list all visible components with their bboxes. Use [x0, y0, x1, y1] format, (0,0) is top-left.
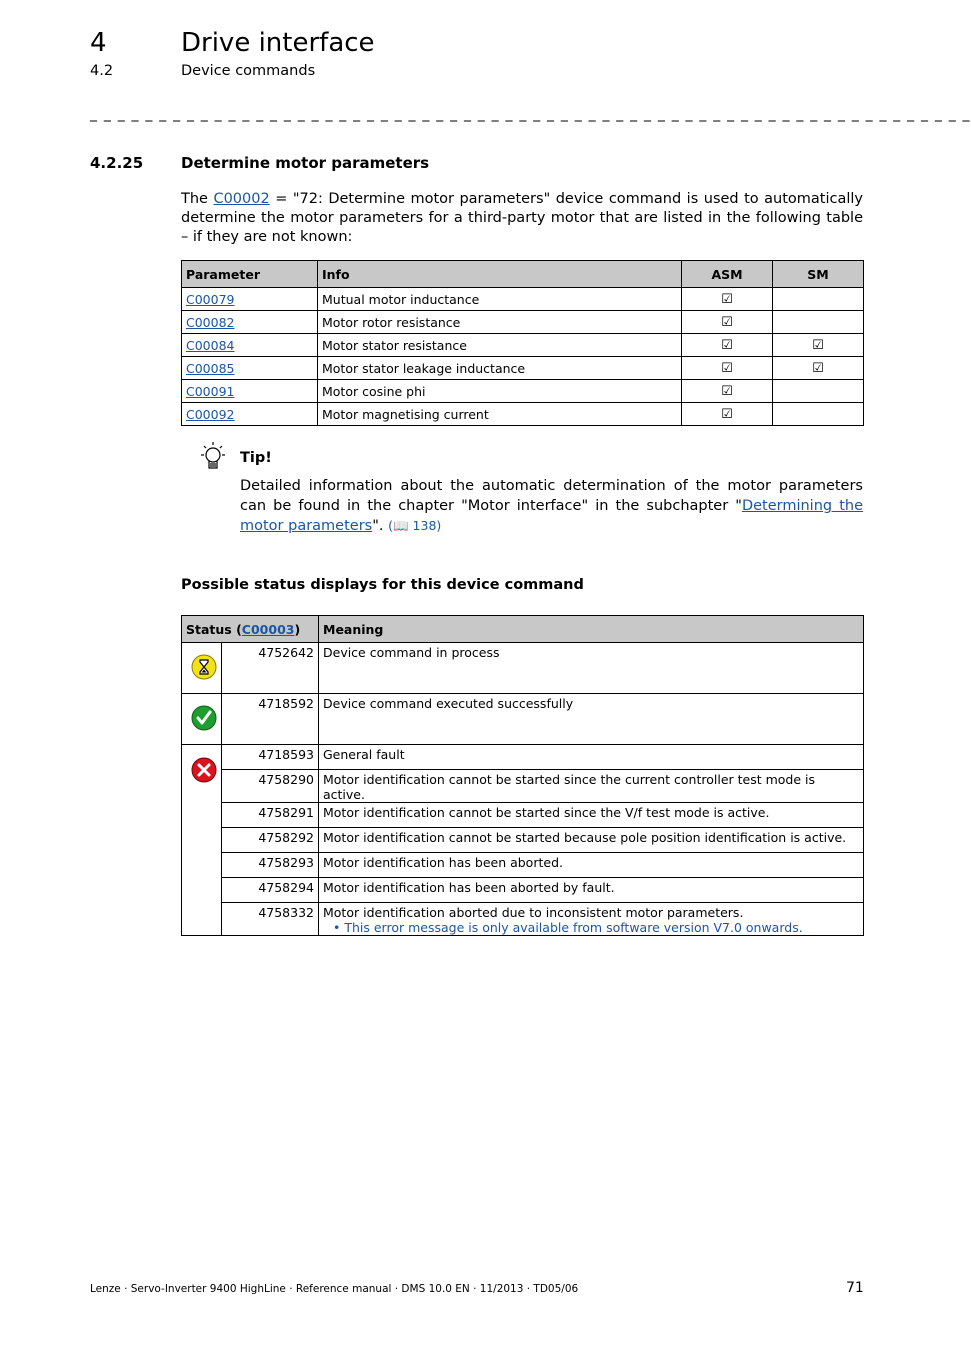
- sm-check: ☑: [773, 357, 864, 380]
- parameter-link[interactable]: C00091: [186, 383, 235, 399]
- status-row-busy: [182, 643, 864, 694]
- header-info: Info: [318, 261, 682, 288]
- status-row-error: [182, 853, 864, 878]
- info-cell: Mutual motor inductance: [318, 288, 682, 311]
- parameter-row: [182, 380, 864, 403]
- tip-text-post: ".: [372, 518, 389, 534]
- status-meaning: [319, 803, 864, 828]
- page-number: 71: [846, 1280, 864, 1296]
- section-title: Device commands: [181, 63, 316, 79]
- sm-check: [773, 288, 864, 311]
- parameter-link[interactable]: C00085: [186, 360, 235, 376]
- info-cell: Motor stator leakage inductance: [318, 357, 682, 380]
- chapter-number: 4: [90, 28, 107, 58]
- header-separator: _ _ _ _ _ _ _ _ _ _ _ _ _ _ _ _ _ _ _ _ _ _ _ _ _ _ _ _ _ _ _ _ _ _ _ _ _ _ _ _ _ _ _ _ _ _ _ _ _ _ _ _ _ _ _ _ _ _ _ _ _ _ _ _: [90, 106, 971, 122]
- page-reference-link[interactable]: (📖 138): [388, 518, 442, 533]
- link-c00002[interactable]: C00002: [213, 191, 270, 207]
- status-icon-cell: [182, 745, 222, 936]
- status-meaning-text: Motor identification has been aborted by fault.: [323, 880, 615, 895]
- status-code: 4758332: [222, 903, 319, 936]
- parameter-row: [182, 311, 864, 334]
- info-cell: Motor stator resistance: [318, 334, 682, 357]
- status-meaning: [319, 853, 864, 878]
- header-meaning: Meaning: [319, 616, 864, 643]
- info-cell: Motor rotor resistance: [318, 311, 682, 334]
- status-meaning: [319, 903, 864, 936]
- header-status-post: ): [294, 621, 301, 637]
- header-parameter: Parameter: [182, 261, 318, 288]
- status-meaning: Device command executed successfully: [319, 694, 864, 745]
- status-table: [181, 615, 864, 936]
- parameter-link[interactable]: C00079: [186, 291, 235, 307]
- parameter-cell: [182, 288, 318, 311]
- status-icon-cell: [182, 643, 222, 694]
- status-row-error: [182, 828, 864, 853]
- status-row-ok: [182, 694, 864, 745]
- status-row-error: [182, 878, 864, 903]
- status-meaning-text: Motor identification has been aborted.: [323, 855, 563, 870]
- status-icon-cell: [182, 694, 222, 745]
- intro-paragraph: [181, 190, 863, 247]
- status-code: 4758291: [222, 803, 319, 828]
- status-meaning: [319, 828, 864, 853]
- asm-check: ☑: [682, 334, 773, 357]
- status-code: 4758294: [222, 878, 319, 903]
- status-meaning-text: General fault: [323, 747, 405, 762]
- status-code: 4718593: [222, 745, 319, 770]
- chapter-title: Drive interface: [181, 28, 375, 58]
- status-meaning-text: Motor identification cannot be started since the current controller test mode is active.: [323, 772, 816, 802]
- parameter-table: [181, 260, 864, 426]
- status-code: 4752642: [222, 643, 319, 694]
- sm-check: [773, 380, 864, 403]
- parameter-cell: [182, 357, 318, 380]
- tip-text: [240, 476, 863, 536]
- status-code: 4758293: [222, 853, 319, 878]
- asm-check: ☑: [682, 403, 773, 426]
- status-heading: Possible status displays for this device command: [181, 577, 584, 593]
- subsection-title: Determine motor parameters: [181, 154, 430, 172]
- status-row-error: [182, 770, 864, 803]
- hourglass-icon: [191, 654, 217, 680]
- status-meaning: [319, 770, 864, 803]
- link-c00003[interactable]: C00003: [241, 621, 295, 637]
- header-sm: SM: [773, 261, 864, 288]
- info-cell: Motor cosine phi: [318, 380, 682, 403]
- parameter-cell: [182, 311, 318, 334]
- link-determining-motor-parameters[interactable]: Determining the motor parameters: [240, 498, 863, 534]
- status-code: 4758290: [222, 770, 319, 803]
- tip-label: Tip!: [240, 450, 272, 466]
- status-note: • This error message is only available from software version V7.0 onwards.: [333, 920, 803, 935]
- status-row-error: [182, 745, 864, 770]
- status-meaning-text: Motor identification aborted due to inconsistent motor parameters.: [323, 905, 744, 920]
- asm-check: ☑: [682, 380, 773, 403]
- parameter-link[interactable]: C00084: [186, 337, 235, 353]
- parameter-row: [182, 357, 864, 380]
- status-meaning-text: Motor identification cannot be started since the V/f test mode is active.: [323, 805, 770, 820]
- intro-post: = "72: Determine motor parameters" device command is used to automatically determine the motor parameters for a third-party motor that are listed in the following table – if they are not known:: [181, 191, 863, 245]
- status-meaning: [319, 878, 864, 903]
- status-code: 4718592: [222, 694, 319, 745]
- parameter-row: [182, 334, 864, 357]
- status-row-error: [182, 903, 864, 936]
- sm-check: [773, 403, 864, 426]
- status-code: 4758292: [222, 828, 319, 853]
- sm-check: ☑: [773, 334, 864, 357]
- lightbulb-icon: [196, 440, 230, 474]
- info-cell: Motor magnetising current: [318, 403, 682, 426]
- section-number: 4.2: [90, 63, 114, 79]
- asm-check: ☑: [682, 288, 773, 311]
- header-asm: ASM: [682, 261, 773, 288]
- sm-check: [773, 311, 864, 334]
- error-x-icon: [191, 757, 217, 783]
- parameter-link[interactable]: C00082: [186, 314, 235, 330]
- header-status-pre: Status (: [186, 621, 242, 637]
- parameter-cell: [182, 380, 318, 403]
- parameter-cell: [182, 403, 318, 426]
- status-meaning: Device command in process: [319, 643, 864, 694]
- status-meaning-text: Motor identification cannot be started because pole position identification is active.: [323, 830, 847, 845]
- parameter-table-header: [182, 261, 864, 288]
- subsection-number: 4.2.25: [90, 154, 144, 172]
- status-table-header: [182, 616, 864, 643]
- intro-pre: The: [181, 191, 214, 207]
- checkmark-icon: [191, 705, 217, 731]
- parameter-link[interactable]: C00092: [186, 406, 235, 422]
- status-row-error: [182, 803, 864, 828]
- asm-check: ☑: [682, 357, 773, 380]
- tip-text-pre: Detailed information about the automatic determination of the motor parameters can be found in the chapter "Motor interface" in the subchapter ": [240, 478, 863, 514]
- parameter-cell: [182, 334, 318, 357]
- status-meaning: [319, 745, 864, 770]
- parameter-row: [182, 403, 864, 426]
- parameter-row: [182, 288, 864, 311]
- footer-text: Lenze · Servo-Inverter 9400 HighLine · Reference manual · DMS 10.0 EN · 11/2013 · TD05/06: [90, 1283, 579, 1295]
- asm-check: ☑: [682, 311, 773, 334]
- header-status: [182, 616, 319, 643]
